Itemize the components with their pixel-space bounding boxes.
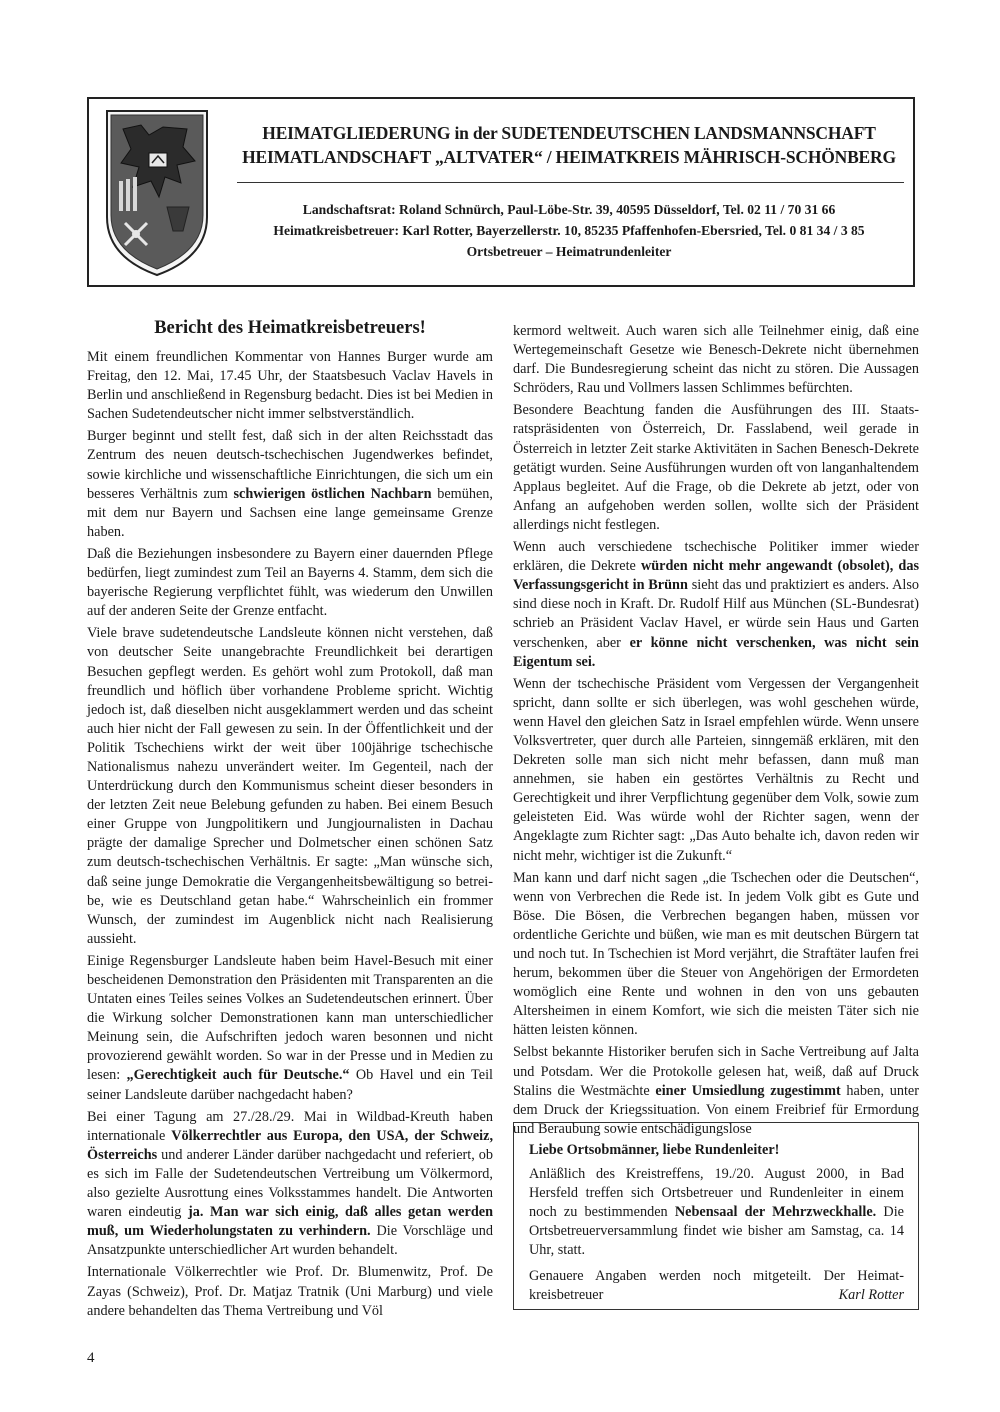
emphasis-text: er könne nicht verschenken, was nicht sein Eigentum sei. [513, 634, 919, 670]
contact-landschaftsrat: Landschaftsrat: Roland Schnürch, Paul-Löbe-Str. 39, 40595 Düsseldorf, Tel. 02 11 / 70 31 66 [302, 202, 836, 217]
emphasis-text: würden nicht mehr angewandt (obsolet), das Verfassungsgericht in Brünn [513, 558, 919, 594]
article-left-column [87, 316, 493, 1321]
text-run: Anläßlich des Kreistreffens, 19./20. August 2000, in Bad Hersfeld treffen sich Ortsbetreuer und Rundenleiter in einem noch zu bestimmenden [529, 1166, 904, 1221]
article-paragraph: Wenn der tschechische Präsident vom Vergessen der Vergangenheit spricht, dann sollte er sich überlegen, was wohl geschehen würde, wenn Havel den gleichen Satz in Israel empfehlen würde. Wenn unsere Volksvertreter, quer durch alle Parteien, sinngemäß erklären, mit den Dekreten solle man sich nicht mehr befassen, dann muß man annehmen, sie haben ein gestörtes Verhältnis zu Recht und Gerechtigkeit und ihrer Verpflichtung gegenüber dem Volk, sowie zum geleisteten Eid. Was würde wohl der Richter sagen, wenn der Angeklagte zum Richter sagt: „Das Auto behalte ich, davon reden wir nicht mehr, wichtiger ist die Zukunft.“ [513, 675, 919, 864]
header-divider [237, 182, 904, 183]
text-run: Genauere Angaben werden noch mitgeteilt. Der Heimatkreisbetreuer [529, 1267, 904, 1303]
emphasis-text: ja. Man war sich einig, daß alles getan werden muß, um Wiederholungstaten zu verhindern. [87, 1204, 493, 1240]
article-title: Bericht des Heimatkreisbetreuers! [154, 318, 426, 338]
emphasis-text: einer Umsiedlung zugestimmt [655, 1082, 841, 1099]
text-run: haben, unter dem Druck der Kriegssituation. Von einem Freibrief für Ermordung und Beraubung sowie entschädigungslose [513, 1082, 919, 1137]
article-paragraph: Daß die Beziehungen insbesondere zu Bayern einer dauernden Pflege bedürfen, liegt zumindest zum Teil an Bayerns 4. Stamm, dem sich die bayerische Regierung verpflichtet fühlt, was wiederum den Unwillen auf der anderen Seite der Grenze entfacht. [87, 545, 493, 620]
article-paragraph [513, 538, 919, 672]
text-run: bemühen, mit dem nur Bayern und Sachsen eine lange gemeinsame Grenze haben. [87, 485, 493, 540]
text-run: Bei einer Tagung am 27./28./29. Mai in Wildbad-Kreuth haben internationale [87, 1108, 493, 1144]
text-run: Selbst bekannte Historiker berufen sich in Sache Vertreibung auf Jalta und Potsdam. Wer die Protokolle gelesen hat, weiß, daß auf Druck Stalins die Westmächte [513, 1044, 919, 1099]
contact-heimatkreisbetreuer: Heimatkreisbetreuer: Karl Rotter, Bayerzellerstr. 10, 85235 Pfaffenhofen-Ebersried, Tel. 0 81 34 / 3 85 [273, 223, 865, 238]
text-run: Wenn auch verschiedene tschechische Politiker immer wieder erklären, die Dekrete [513, 539, 919, 575]
notice-box [513, 1122, 919, 1310]
text-run: Burger beginnt und stellt fest, daß sich in der alten Reichsstadt das Zentrum des neuen deutsch-tschechischen Jugendwerkes befindet, sowie kirchliche und wissenschaftliche Einrichtungen, die sich um ein besseres Verhältnis zum [87, 428, 493, 502]
signature: Karl Rotter [838, 1286, 904, 1303]
header-title [229, 121, 909, 169]
emphasis-text: „Gerechtigkeit auch für Deutsche.“ [126, 1067, 350, 1084]
notice-heading: Liebe Ortsobmänner, liebe Rundenleiter! [529, 1142, 780, 1158]
coat-of-arms-icon [103, 107, 211, 279]
notice-paragraph [529, 1165, 904, 1260]
text-run: sieht das und praktiziert es anders. Also sind diese noch in Kraft. Dr. Rudolf Hilf aus München (SL-Bundesrat) schrieb an Präsident Vaclav Havel, er würde sein Haus und Garten verschenken, aber [513, 577, 919, 651]
article-right-column [513, 322, 919, 1139]
text-run: Einige Regensburger Landsleute haben beim Havel-Besuch mit einer bescheidenen Demonstration den Präsidenten mit Transparenten an die Untaten eines Teiles seines Volkes an Sudetendeutschen erinnert. Über die Wirkung solcher Demonstrationen kann man unterschiedlicher Meinung sein, die Aufschriften jedoch waren besonnen und nicht provozierend gewählt worden. So war in der Presse und in Medien zu lesen: [87, 952, 493, 1084]
article-paragraph: Internationale Völkerrechtler wie Prof. Dr. Blumenwitz, Prof. De Zayas (Schweiz), Prof. Dr. Matjaz Tratnik (Uni Marburg) und viele andere behandelten das Thema Vertreibung und Völ [87, 1264, 493, 1319]
article-paragraph [87, 427, 493, 542]
text-run: und anderer Länder darüber nachgedacht und referiert, ob es sich im Falle der Sudetendeutschen Vertreibung um Völkermord, also gezielte Ausrottung eines Volksstammes handelt. Die Antworten waren eindeutig [87, 1146, 493, 1221]
article-paragraph: Viele brave sudetendeutsche Landsleute können nicht verstehen, daß von deutscher Seite unangebrachte Freundlichkeit bei derartigen Besuchen gepflegt werden. Es gehört wohl zum Protokoll, daß man freundlich und höflich über vorhandene Probleme spricht. Wichtig jedoch ist, daß dieselben nicht ausgeklammert werden und das scheint auch hier nicht der Fall gewesen zu sein. In der Öffentlichkeit und der Politik Tschechiens wirkt der weit über 100jährige tschechische Nationalismus nahezu unverändert weiter. Im Gegenteil, nach der Unterdrückung durch den Kommunismus scheint dieser besonders in der letzten Zeit neue Belebung gefunden zu haben. Bei einem Besuch einer Gruppe von Jungpolitikern und Jungjournalisten in Dachau prägte der damalige Sprecher und Dolmetscher einen schönen Satz zum deutsch-tschechischen Verhältnis. Er sagte: „Man wünsche sich, daß seine junge Demokratie die Vergangenheitsbewältigung so betreibe, wie es Deutschland getan habe.“ Wahrscheinlich ein frommer Wunsch, der zumindest im Augenblick nicht nach Realisierung aussieht. [87, 625, 493, 947]
header-title-line-2: HEIMATLANDSCHAFT „ALTVATER“ / HEIMATKREIS MÄHRISCH-SCHÖNBERG [242, 147, 896, 167]
article-paragraph: Mit einem freundlichen Kommentar von Hannes Burger wurde am Freitag, den 12. Mai, 17.45 Uhr, der Staatsbesuch Vaclav Havels in Berlin und anschließend in Regensburg bedacht. Dies ist bei Medien in Sachen Sudetendeutscher nicht immer selbstverständlich. [87, 349, 493, 423]
page-number: 4 [87, 1350, 95, 1366]
article-paragraph [87, 952, 493, 1105]
text-run: Die Ortsbetreuerversammlung findet wie bisher am Samstag, ca. 14 Uhr, statt. [529, 1204, 904, 1259]
header-contacts [229, 199, 909, 262]
article-paragraph [87, 1108, 493, 1261]
emphasis-text: Nebensaal der Mehrzweckhalle. [674, 1204, 877, 1221]
text-run: Ob Havel und ein Teil seiner Landsleute darüber nachgedacht haben? [87, 1067, 494, 1103]
article-paragraph: Besondere Beachtung fanden die Ausführungen des III. Staatsratspräsidenten von Österreich, Dr. Fasslabend, weil gerade in Österreich in letzter Zeit starke Aktivitäten in Sachen Benesch-Dekrete getätigt wurden. Seine Ausführungen wurden oft von langanhaltendem Applaus begleitet. Auf die Frage, ob die Dekrete ab jetzt, oder von Anfang an aufgehoben werden sollen, wollte sich der Präsident allerdings nicht festlegen. [513, 402, 919, 533]
notice-paragraph [529, 1267, 904, 1305]
article-paragraph: kermord weltweit. Auch waren sich alle Teilnehmer einig, daß eine Wertegemeinschaft Gesetze wie Benesch-Dekrete nicht übernehmen darf. Die Bundesregierung scheint das nicht zu stören. Die Aussagen Schröders, Rau und Vollmers lassen Schlimmes befürchten. [513, 323, 919, 397]
text-run: Die Vorschläge und Ansatzpunkte unterschiedlicher Art wurden behandelt. [87, 1223, 494, 1259]
header-box [87, 97, 915, 287]
header-title-line-1: HEIMATGLIEDERUNG in der SUDETENDEUTSCHEN LANDSMANNSCHAFT [262, 123, 876, 143]
contact-ortsbetreuer: Ortsbetreuer – Heimatrundenleiter [466, 244, 672, 259]
emphasis-text: Völkerrechtler aus Europa, den USA, der Schweiz, Österreichs [87, 1127, 494, 1163]
article-paragraph: Man kann und darf nicht sagen „die Tschechen oder die Deutschen“, wenn von Verbrechen die Rede ist. In jedem Volk gibt es Gute und Böse. Die Bösen, die Verbrechen begangen haben, müssen vor ordentliche Gerichte und büßen, wie man es mit deutschen Bürgern tat und noch tut. In Tschechien ist Mord verjährt, die Straftäter laufen frei herum, bekommen über die Steuer von Angehörigen der Ermordeten womöglich eine Rente und wohnen in den von uns gebauten Altersheimen in einem Komfort, wie sich die meisten Täter sich nie hätten leisten können. [513, 869, 919, 1039]
emphasis-text: schwierigen östlichen Nachbarn [233, 485, 432, 502]
